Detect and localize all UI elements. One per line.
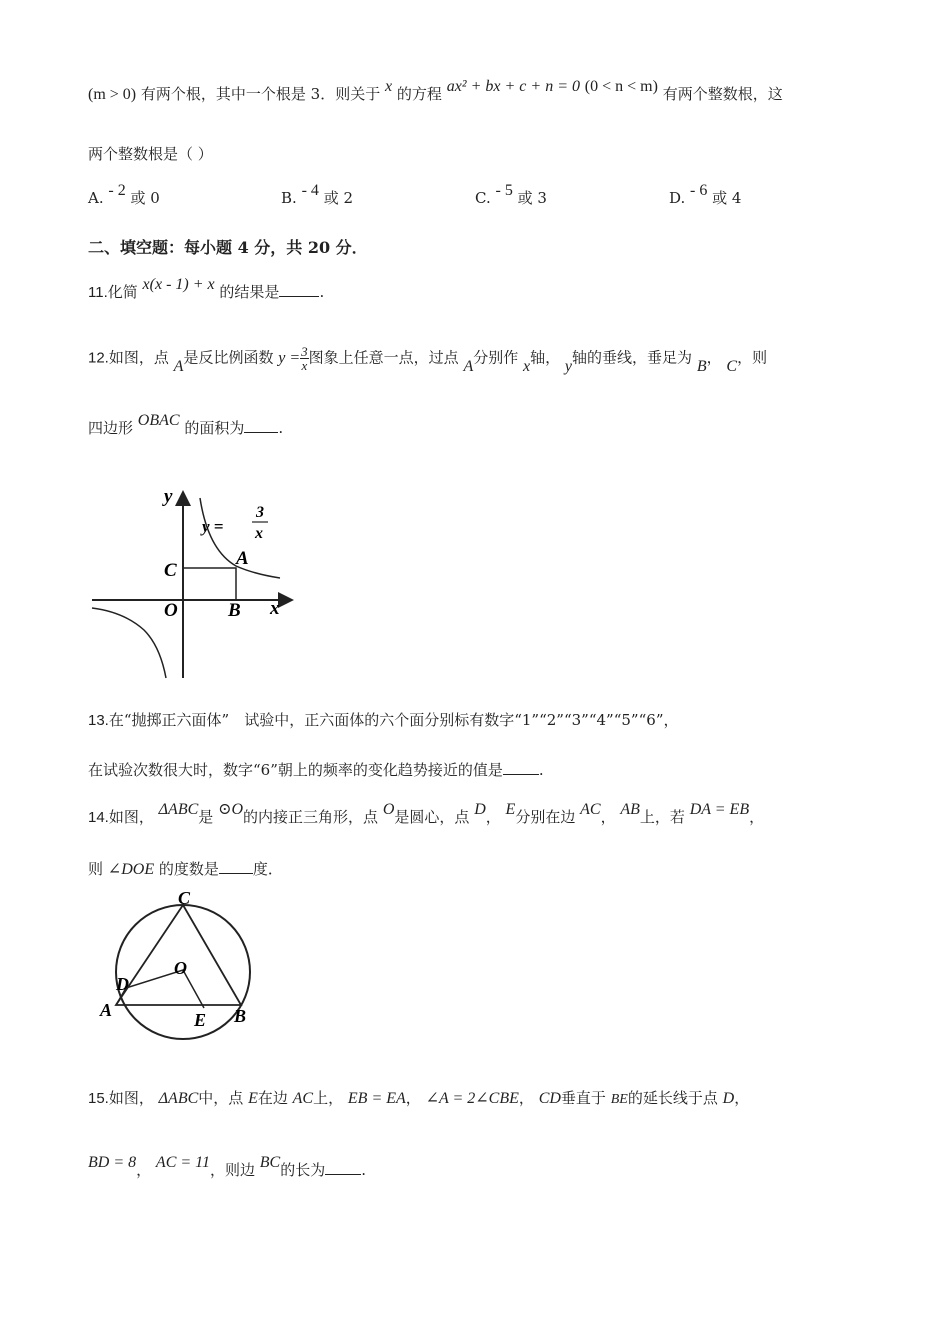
q12-answer-blank[interactable] (244, 418, 278, 433)
q12-text: 轴的垂线，垂足为 (572, 348, 693, 367)
q12-fraction (300, 345, 309, 372)
curve-label-numerator: 3 (256, 504, 264, 521)
option-label: C. (475, 189, 491, 207)
q12-var-x: x (523, 357, 531, 375)
option-tail: 或 4 (712, 189, 742, 207)
q15-triangle: ΔABC (158, 1090, 199, 1107)
q14-text: 分别在边 (515, 808, 576, 826)
q10-text-2: 的方程 (396, 85, 442, 103)
q12-point-b: B (696, 357, 707, 375)
q10-n-condition: (0 < n < m) (584, 78, 658, 95)
q14-line2 (88, 859, 283, 880)
q12-text: 的面积为 (184, 419, 245, 437)
q14-sep: ， (485, 808, 501, 826)
q12-quad: OBAC (137, 412, 180, 429)
q14-point-d: D (474, 801, 486, 818)
q14-text: 是圆心，点 (394, 808, 470, 826)
q15-answer-blank[interactable] (325, 1160, 361, 1175)
fraction-denominator: x (301, 358, 308, 373)
q12-sep: ， (706, 348, 722, 367)
q15-text: 中，点 (198, 1089, 244, 1107)
q12-text: 轴， (530, 348, 561, 367)
q14-angle: ∠DOE (107, 861, 155, 878)
q15-side-bc: BC (259, 1154, 281, 1171)
q10-line2: 两个整数根是（ ） (88, 145, 213, 163)
option-root: - 6 (690, 182, 708, 199)
q12-text: ，则 (737, 348, 768, 367)
q14-side-ab: AB (620, 801, 640, 818)
section-heading: 二、填空题：每小题 4 分，共 20 分． (88, 238, 368, 257)
option-label: D. (669, 189, 686, 207)
q15-line2 (88, 1154, 367, 1181)
q15-text: ， (136, 1161, 152, 1179)
point-o-label: O (164, 600, 178, 621)
q15-text: ， (518, 1089, 534, 1107)
q15-end: . (361, 1161, 367, 1179)
q10-option-a[interactable] (88, 182, 160, 209)
hyperbola-branch-2 (92, 608, 166, 678)
q15-condition-1: EB = EA (347, 1090, 406, 1107)
q13-line1 (88, 710, 678, 731)
q12-point-a: A (173, 357, 184, 375)
q10-equation: ax² + bx + c + n = 0 (446, 78, 580, 95)
q14-text: 的内接正三角形，点 (243, 808, 379, 826)
q15-text: 垂直于 (560, 1089, 606, 1107)
q12-text: 图象上任意一点，过点 (308, 348, 459, 367)
q14-text: 度． (252, 860, 283, 878)
q15-condition-3: BD = 8 (88, 1154, 137, 1171)
q15-text: 在边 (257, 1089, 288, 1107)
q15-line1 (88, 1088, 749, 1110)
option-tail: 或 3 (517, 189, 547, 207)
q14-figure (96, 890, 266, 1040)
point-b-label: B (234, 1006, 247, 1026)
q13-text-2: 在试验次数很大时，数字“6”朝上的频率的变化趋势接近的值是 (88, 761, 503, 779)
q11-answer-blank[interactable] (279, 282, 319, 297)
q14-text: 如图， (108, 808, 154, 826)
q12-var-y: y (564, 357, 573, 375)
q12-figure (84, 480, 304, 680)
q15-segment-be: BE (610, 1092, 628, 1107)
q13-answer-blank[interactable] (503, 760, 539, 775)
q14-circle: ⊙O (218, 801, 244, 818)
q10-option-b[interactable] (281, 182, 353, 209)
curve-label: y = (202, 517, 224, 536)
option-root: - 4 (301, 182, 319, 199)
q10-var-x: x (385, 78, 393, 95)
q15-text: 的延长线于点 (627, 1089, 718, 1107)
option-label: A. (88, 189, 104, 207)
q12-point-c: C (726, 357, 738, 375)
point-e-label: E (194, 1010, 207, 1030)
q14-text: 的度数是 (158, 860, 219, 878)
q14-text: 上，若 (639, 808, 685, 826)
q11-text-1: 化简 (107, 283, 138, 301)
point-c-label: C (164, 560, 177, 581)
q12-func-lhs: y = (278, 349, 301, 367)
q11-expression: x(x - 1) + x (142, 276, 215, 293)
q15-point-e: E (248, 1090, 258, 1107)
point-d-label: D (116, 974, 129, 994)
option-label: B. (281, 189, 297, 207)
q14-condition: DA = EB (689, 801, 750, 818)
q11-number: 11. (88, 284, 108, 301)
q15-text: 如图， (108, 1089, 154, 1107)
q12-end: . (278, 419, 284, 437)
q14-text: 是 (198, 808, 214, 826)
q13-end: . (538, 761, 544, 779)
q11-text-2: 的结果是 (219, 283, 280, 301)
fraction-numerator: 3 (301, 344, 308, 359)
q10-text-1: 有两个根，其中一个根是 3．则关于 (140, 85, 381, 103)
q15-point-d: D (722, 1090, 735, 1107)
q12-line1 (88, 344, 768, 375)
option-root: - 5 (495, 182, 513, 199)
axis-x-label: x (270, 598, 280, 619)
q15-number: 15. (88, 1090, 109, 1107)
q12-text: 是反比例函数 (183, 348, 274, 367)
q15-side-ac: AC (292, 1090, 314, 1107)
q12-text: 如图，点 (108, 348, 169, 367)
point-a-label: A (236, 548, 249, 569)
q11-end: . (319, 283, 325, 301)
point-o-label: O (174, 958, 187, 978)
q10-option-d[interactable] (669, 182, 742, 209)
q14-line1 (88, 801, 765, 828)
q14-answer-blank[interactable] (219, 859, 253, 874)
q15-condition-2: ∠A = 2∠CBE (425, 1090, 519, 1107)
q15-text: ，则边 (209, 1161, 255, 1179)
q12-text: 四边形 (88, 419, 134, 437)
rectangle-obac (183, 568, 236, 600)
q14-side-ac: AC (580, 801, 601, 818)
q12-number: 12. (88, 349, 109, 367)
q13-line2 (88, 760, 544, 780)
axis-y-label: y (164, 486, 173, 507)
q10-m-condition: (m > 0) (88, 86, 137, 103)
q15-text: ， (734, 1089, 750, 1107)
q10-option-c[interactable] (475, 182, 547, 209)
q10-line1 (88, 78, 783, 105)
q12-point-a: A (463, 357, 474, 375)
q10-text-3: 有两个整数根，这 (662, 85, 783, 103)
q14-text: ， (749, 808, 765, 826)
segments-doe (126, 970, 204, 1008)
q11 (88, 276, 325, 303)
point-a-label: A (100, 1000, 113, 1020)
q14-triangle: ΔABC (158, 801, 199, 818)
q13-number: 13. (88, 712, 109, 729)
option-tail: 或 2 (323, 189, 353, 207)
q15-text: 的长为 (280, 1161, 326, 1179)
point-b-label: B (228, 600, 241, 621)
curve-label-denominator: x (255, 525, 263, 542)
q14-sep: ， (600, 808, 616, 826)
option-root: - 2 (108, 182, 126, 199)
q12-text: 分别作 (473, 348, 519, 367)
point-c-label: C (178, 890, 191, 908)
q10-options (88, 182, 868, 212)
q14-number: 14. (88, 809, 109, 826)
q12-line2 (88, 412, 284, 439)
triangle-abc (116, 905, 241, 1005)
q14-point-e: E (505, 801, 516, 818)
option-tail: 或 0 (130, 189, 160, 207)
q13-text-1: 在“抛掷正六面体” 试验中，正六面体的六个面分别标有数字“1”“2”“3”“4”“5”“6”， (108, 711, 679, 729)
q14-text: 则 (88, 860, 104, 878)
q15-text: 上， (313, 1089, 344, 1107)
q15-segment-cd: CD (538, 1090, 561, 1107)
q15-condition-4: AC = 11 (155, 1154, 210, 1171)
q14-point-o: O (382, 801, 395, 818)
q15-text: ， (405, 1089, 421, 1107)
